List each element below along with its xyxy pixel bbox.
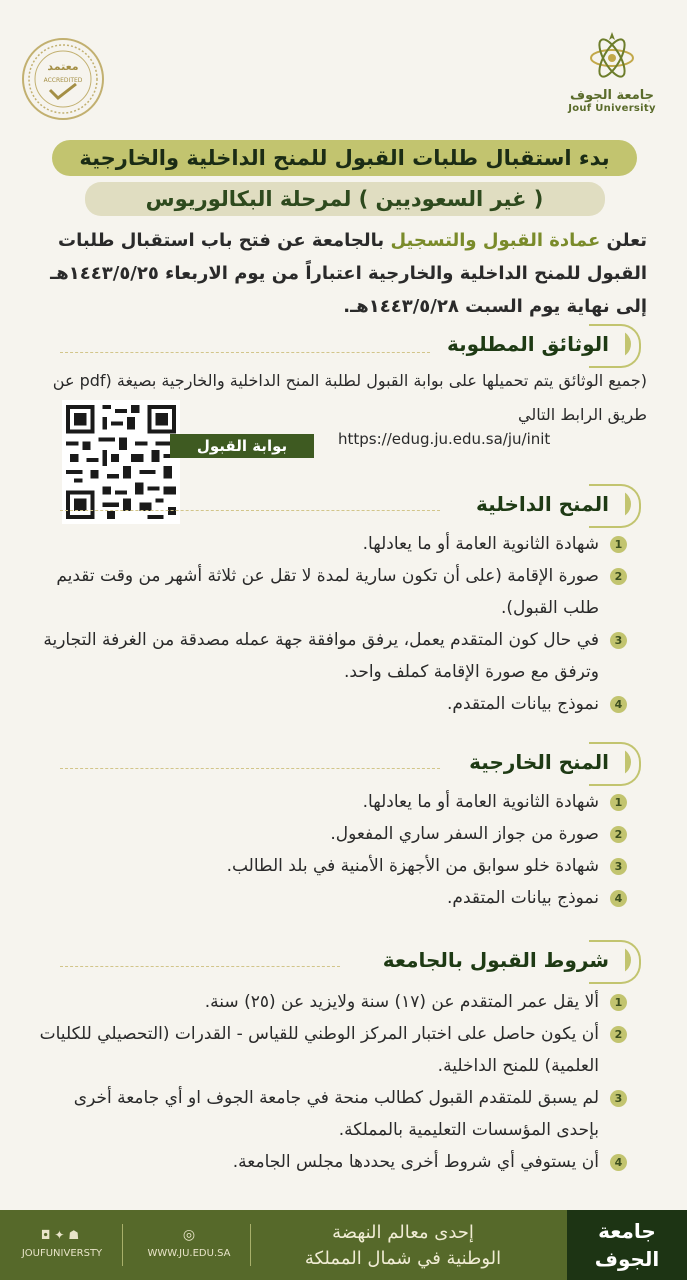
intro-highlight: عمادة القبول والتسجيل <box>390 230 601 251</box>
section-heading-conditions: شروط القبول بالجامعة <box>367 942 625 978</box>
page-subtitle: ( غير السعوديين ) لمرحلة البكالوريوس <box>85 182 605 216</box>
list-item: 3 في حال كون المتقدم يعمل، يرفق موافقة جهة عمله مصدقة من الغرفة التجارية وترفق مع صورة الإقامة كملف واحد. <box>37 624 627 688</box>
list-item: 2 صورة من جواز السفر ساري المفعول. <box>37 818 627 850</box>
intro-part1: تعلن <box>600 230 647 251</box>
brand-english-name: Jouf University <box>568 103 656 114</box>
external-requirements-list <box>37 786 627 914</box>
page-title: بدء استقبال طلبات القبول للمنح الداخلية والخارجية <box>52 140 637 176</box>
list-item: 4 نموذج بيانات المتقدم. <box>37 882 627 914</box>
slogan-line-2: الوطنية في شمال المملكة <box>304 1248 502 1269</box>
admission-conditions-list <box>37 986 627 1178</box>
footer-divider <box>122 1224 123 1266</box>
internal-requirements-list <box>37 528 627 720</box>
list-item: 3 لم يسبق للمتقدم القبول كطالب منحة في جامعة الجوف او أي جامعة أخرى بإحدى المؤسسات التعليمية بالمملكة. <box>37 1082 627 1146</box>
list-item: 3 شهادة خلو سوابق من الأجهزة الأمنية في بلد الطالب. <box>37 850 627 882</box>
section-heading-internal: المنح الداخلية <box>460 486 625 522</box>
accreditation-en-text: ACCREDITED <box>43 77 83 84</box>
section-heading-documents: الوثائق المطلوبة <box>431 326 625 362</box>
footer <box>0 1210 687 1280</box>
list-item: 1 شهادة الثانوية العامة أو ما يعادلها. <box>37 786 627 818</box>
footer-university-tag: جامعة الجوف <box>567 1210 687 1280</box>
footer-slogan <box>253 1220 553 1272</box>
list-item: 1 ألا يقل عمر المتقدم عن (١٧) سنة ولايزيد عن (٢٥) سنة. <box>37 986 627 1018</box>
accreditation-ar-text: معتمد <box>47 60 79 73</box>
atom-emblem-icon <box>587 28 637 86</box>
section-heading-external: المنح الخارجية <box>453 744 625 780</box>
list-item: 1 شهادة الثانوية العامة أو ما يعادلها. <box>37 528 627 560</box>
section-divider <box>60 510 440 511</box>
list-item: 4 نموذج بيانات المتقدم. <box>37 688 627 720</box>
qr-label: بوابة القبول <box>170 434 314 458</box>
university-logo <box>567 28 657 114</box>
instagram-icon[interactable]: ◘ <box>40 1228 55 1242</box>
section-divider <box>60 352 430 353</box>
title-banner <box>52 140 637 216</box>
intro-paragraph <box>37 224 647 323</box>
documents-description: (جميع الوثائق يتم تحميلها على بوابة القبول لطلبة المنح الداخلية والخارجية بصيغة (pdf عن طريق الرابط التالي <box>52 371 647 424</box>
footer-divider <box>250 1224 251 1266</box>
twitter-icon[interactable]: ✦ <box>54 1228 69 1242</box>
portal-link[interactable]: https://edug.ju.edu.sa/ju/init <box>338 430 551 448</box>
slogan-line-1: إحدى معالم النهضة <box>332 1222 474 1243</box>
list-item: 2 أن يكون حاصل على اختبار المركز الوطني للقياس - القدرات (التحصيلي للكليات العلمية) للمنح الداخلية. <box>37 1018 627 1082</box>
footer-social[interactable] <box>6 1226 118 1259</box>
snapchat-icon[interactable]: ☗ <box>68 1228 84 1242</box>
list-item: 2 صورة الإقامة (على أن تكون سارية لمدة لا تقل عن ثلاثة أشهر من وقت تقديم طلب القبول). <box>37 560 627 624</box>
globe-icon: ◎ <box>182 1227 196 1243</box>
qr-code-icon[interactable] <box>62 400 180 524</box>
intro-part2: بالجامعة عن فتح باب استقبال طلبات القبول للمنح الداخلية والخارجية اعتباراً من يوم الاربعاء ١٤٤٣/٥/٢٥هـ إلى نهاية يوم السبت ١٤٤٣/٥/٢٨هـ. <box>50 230 647 317</box>
social-handle: JOUFUNIVERSTY <box>21 1248 103 1259</box>
section-divider <box>60 966 340 967</box>
brand-arabic-name: جامعة الجوف <box>569 88 654 103</box>
accreditation-seal-icon <box>20 36 106 122</box>
list-item: 4 أن يستوفي أي شروط أخرى يحددها مجلس الجامعة. <box>37 1146 627 1178</box>
footer-website[interactable] <box>134 1226 244 1259</box>
section-divider <box>60 768 440 769</box>
website-text: WWW.JU.EDU.SA <box>147 1248 231 1259</box>
